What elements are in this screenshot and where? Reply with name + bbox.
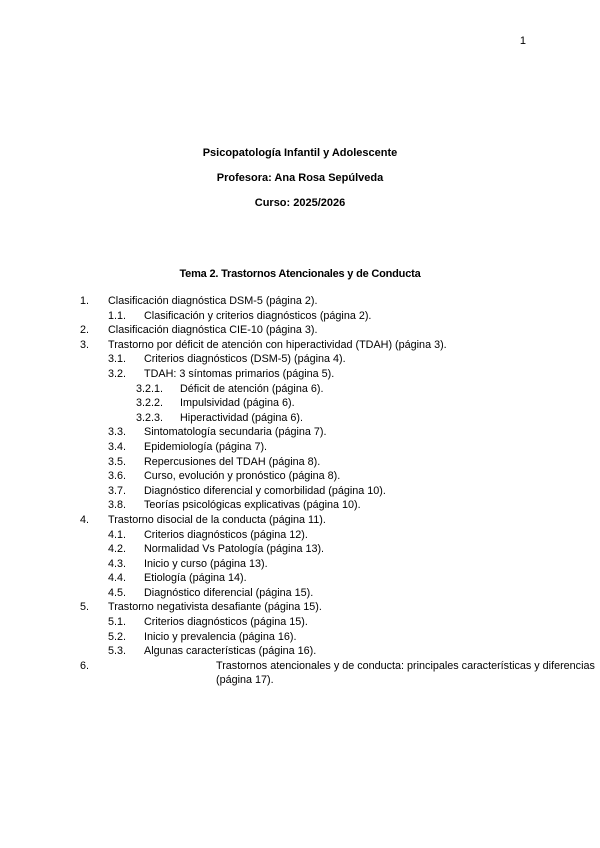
toc-item-level-2: [0, 309, 600, 324]
toc-item-level-3: [0, 382, 600, 397]
toc-item-text: Sintomatología secundaria (página 7).: [144, 426, 327, 439]
toc-item-text: Clasificación y criterios diagnósticos (página 2).: [144, 309, 372, 322]
toc-item-number: 3.4.: [108, 440, 127, 453]
toc-item-level-2: [0, 352, 600, 367]
toc-item-number: 4.2.: [108, 543, 127, 556]
toc-item-level-2: [0, 586, 600, 601]
toc-item-level-2: [0, 484, 600, 499]
toc-item-text: Diagnóstico diferencial y comorbilidad (página 10).: [144, 484, 386, 497]
toc-item-text: Trastornos atencionales y de conducta: principales características y diferencias (página 17).: [216, 659, 595, 687]
toc-item-number: 3.7.: [108, 484, 127, 497]
section-title: Tema 2. Trastornos Atencionales y de Conducta: [179, 268, 421, 280]
toc-item-number: 4.1.: [108, 528, 127, 541]
page-number: 1: [519, 35, 526, 47]
toc-item-text: Epidemiología (página 7).: [144, 440, 268, 453]
toc-item-number: 5.1.: [108, 616, 127, 629]
toc-item-number: 4.5.: [108, 586, 127, 599]
toc-item-number: 4.3.: [108, 557, 127, 570]
toc-item-level-2: [0, 469, 600, 484]
toc-item-text: Trastorno por déficit de atención con hiperactividad (TDAH) (página 3).: [108, 338, 447, 351]
toc-item-level-2: [0, 455, 600, 470]
toc-item-text: Clasificación diagnóstica CIE-10 (página 3).: [108, 324, 318, 337]
toc-item-number: 1.: [80, 295, 90, 307]
toc-item-level-1: [0, 294, 600, 309]
toc-item-level-1: [0, 659, 600, 688]
toc-item-text: Criterios diagnósticos (página 12).: [144, 528, 308, 541]
toc-item-text: Inicio y prevalencia (página 16).: [144, 630, 297, 643]
toc-item-number: 4.4.: [108, 572, 127, 585]
toc-item-level-1: [0, 600, 600, 615]
toc-item-text: Normalidad Vs Patología (página 13).: [144, 543, 325, 556]
toc-item-text: Impulsividad (página 6).: [180, 397, 295, 410]
toc-item-number: 5.3.: [108, 645, 127, 658]
toc-item-number: 3.2.2.: [136, 397, 164, 410]
toc-item-level-2: [0, 615, 600, 630]
toc-item-number: 3.2.1.: [136, 382, 164, 395]
toc-item-level-3: [0, 411, 600, 426]
toc-item-number: 3.3.: [108, 426, 127, 439]
toc-item-level-2: [0, 440, 600, 455]
toc-item-text: Repercusiones del TDAH (página 8).: [144, 455, 321, 468]
toc-item-level-2: [0, 542, 600, 557]
toc-item-level-1: [0, 338, 600, 353]
academic-year: Curso: 2025/2026: [254, 197, 346, 209]
toc-item-text: Hiperactividad (página 6).: [180, 411, 304, 424]
toc-item-number: 2.: [80, 324, 90, 337]
toc-item-level-1: [0, 513, 600, 528]
toc-item-number: 3.: [80, 338, 90, 351]
toc-item-text: Trastorno negativista desafiante (página 15).: [108, 601, 322, 614]
toc-item-text: Etiología (página 14).: [144, 572, 247, 585]
toc-item-text: TDAH: 3 síntomas primarios (página 5).: [144, 367, 335, 380]
toc-item-number: 3.2.: [108, 367, 127, 380]
toc-item-level-2: [0, 367, 600, 382]
course-title: Psicopatología Infantil y Adolescente: [202, 147, 398, 159]
toc-item-level-2: [0, 498, 600, 513]
toc-item-number: 3.6.: [108, 470, 127, 483]
toc-item-text: Algunas características (página 16).: [144, 645, 317, 658]
toc-item-number: 3.1.: [108, 353, 127, 366]
toc-item-number: 1.1.: [108, 309, 127, 322]
toc-item-number: 3.5.: [108, 455, 127, 468]
toc-item-text: Déficit de atención (página 6).: [180, 382, 324, 395]
toc-item-level-2: [0, 557, 600, 572]
toc-item-level-3: [0, 396, 600, 411]
document-header: [0, 146, 600, 221]
toc-item-text: Clasificación diagnóstica DSM-5 (página 2).: [108, 295, 318, 307]
toc-item-level-2: [0, 425, 600, 440]
table-of-contents: [0, 294, 600, 688]
toc-item-number: 3.8.: [108, 499, 127, 512]
toc-item-number: 5.: [80, 601, 90, 614]
toc-item-text: Trastorno disocial de la conducta (página 11).: [108, 513, 326, 526]
toc-item-number: 5.2.: [108, 630, 127, 643]
toc-item-text: Curso, evolución y pronóstico (página 8).: [144, 470, 341, 483]
toc-item-number: 6.: [80, 659, 90, 672]
toc-item-level-2: [0, 630, 600, 645]
toc-item-number: 3.2.3.: [136, 411, 164, 424]
toc-item-level-2: [0, 571, 600, 586]
toc-item-level-1: [0, 323, 600, 338]
toc-item-text: Teorías psicológicas explicativas (página 10).: [144, 499, 361, 512]
professor-name: Profesora: Ana Rosa Sepúlveda: [216, 172, 384, 184]
toc-item-text: Inicio y curso (página 13).: [144, 557, 268, 570]
toc-item-text: Diagnóstico diferencial (página 15).: [144, 586, 314, 599]
toc-item-number: 4.: [80, 513, 90, 526]
toc-item-text: Criterios diagnósticos (página 15).: [144, 616, 308, 629]
toc-item-level-2: [0, 644, 600, 659]
toc-item-level-2: [0, 528, 600, 543]
toc-item-text: Criterios diagnósticos (DSM-5) (página 4).: [144, 353, 346, 366]
